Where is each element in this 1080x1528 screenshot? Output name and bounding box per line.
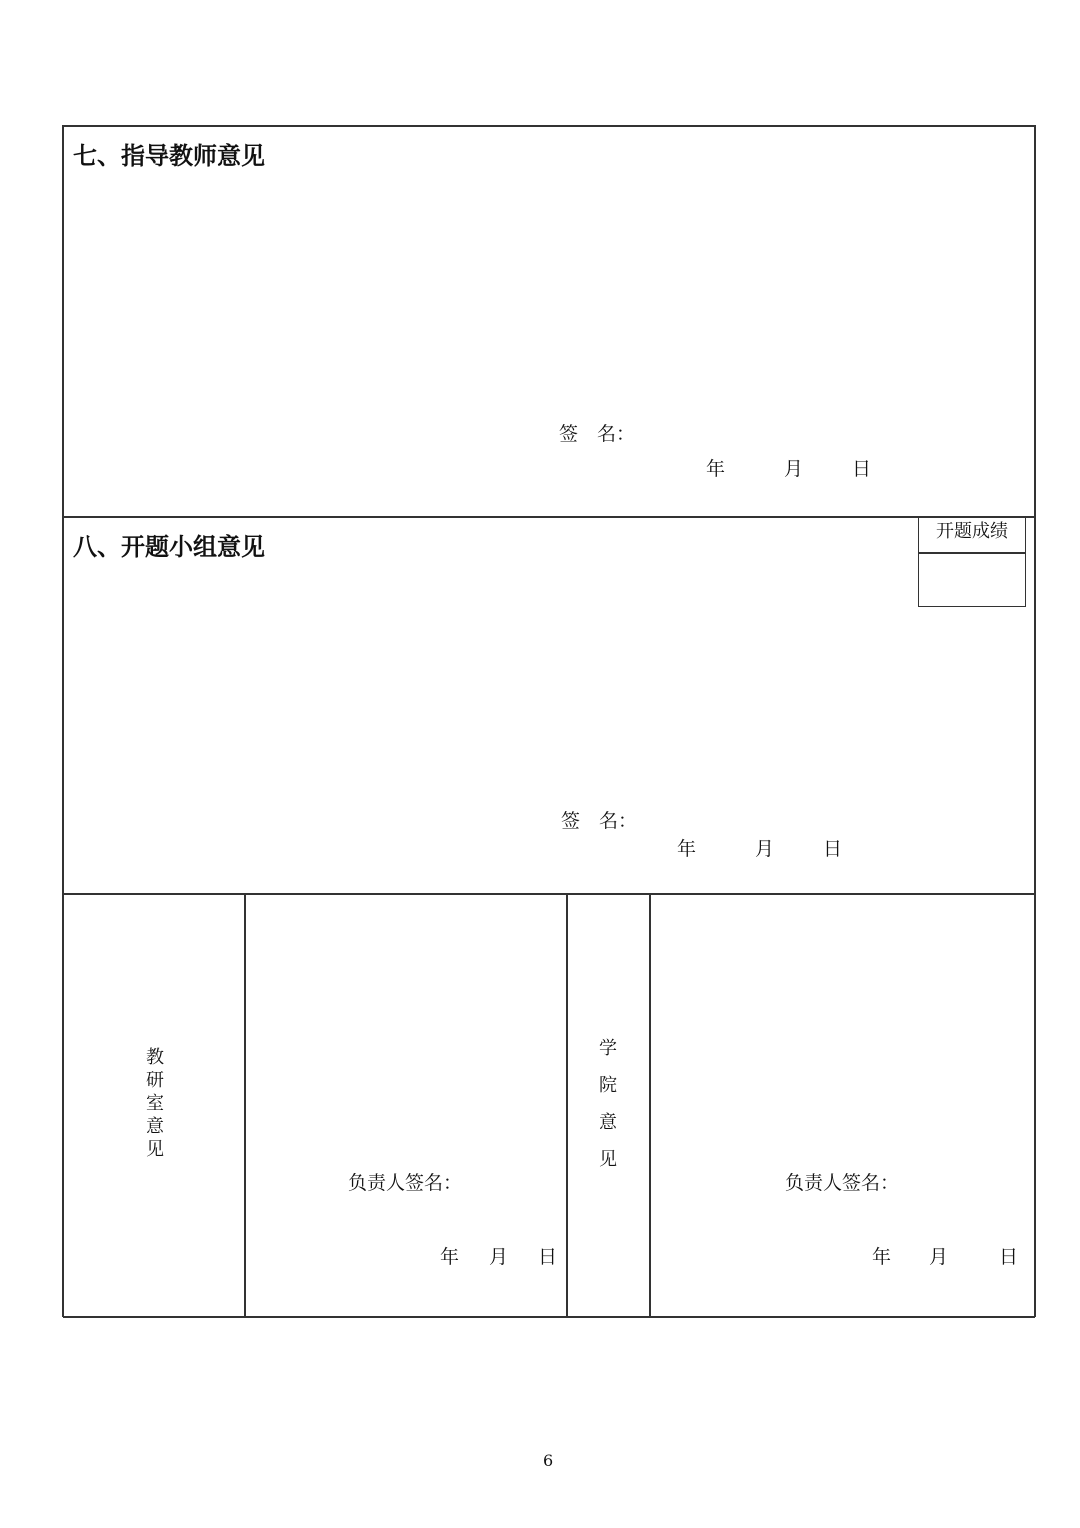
grade-label: 开题成绩 [936,521,1008,542]
opinion-col-divider-1 [244,893,246,1317]
advisor-opinion-title: 七、指导教师意见 [73,142,265,170]
panel-sign-label: 签 名： [561,810,638,832]
panel-date-month: 月 [755,838,775,860]
dept-sign-label: 负责人签名： [348,1172,463,1194]
panel-opinion-title: 八、开题小组意见 [73,533,265,561]
grade-value-cell[interactable] [919,554,1025,606]
table-border-bottom [63,1316,1035,1318]
section-divider-8-opinions [63,893,1035,895]
table-border-right [1034,125,1036,1317]
dept-opinion-area[interactable] [248,897,564,1167]
college-opinion-area[interactable] [653,897,1031,1167]
grade-box [918,516,1026,607]
advisor-sign-label: 签 名： [559,423,636,445]
advisor-opinion-area[interactable] [66,180,1032,420]
college-opinion-label: 学院意见 [599,1038,617,1170]
table-border-left [62,125,64,1317]
dept-opinion-label: 教研室意见 [146,1047,164,1160]
panel-date-day: 日 [823,838,843,860]
section-divider-7-8 [63,516,1035,518]
page-number: 6 [543,1451,554,1470]
dept-date-month: 月 [489,1246,509,1268]
panel-date-year: 年 [677,838,697,860]
opinion-col-divider-3 [649,893,651,1317]
advisor-date-month: 月 [784,458,804,480]
advisor-date-day: 日 [852,458,872,480]
dept-date-day: 日 [538,1246,558,1268]
college-date-day: 日 [999,1246,1019,1268]
table-border-top [63,125,1035,127]
advisor-date-year: 年 [706,458,726,480]
college-date-year: 年 [872,1246,892,1268]
dept-date-year: 年 [440,1246,460,1268]
college-date-month: 月 [929,1246,949,1268]
opinion-col-divider-2 [566,893,568,1317]
college-sign-label: 负责人签名： [785,1172,900,1194]
panel-opinion-area[interactable] [66,570,906,800]
